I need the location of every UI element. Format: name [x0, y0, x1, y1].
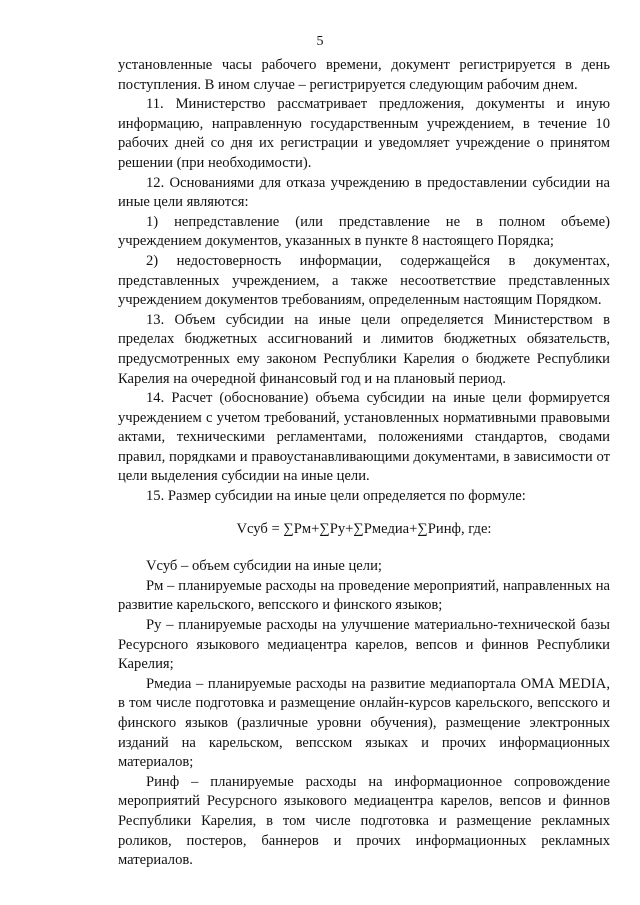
paragraph-12: 12. Основаниями для отказа учреждению в предоставлении субсидии на иные цели являются: [118, 174, 610, 211]
paragraph-12-item-1: 1) непредставление (или представление не в полном объеме) учреждением документов, указанных в пункте 8 настоящего Порядка; [118, 213, 610, 250]
definition-rinf: Ринф – планируемые расходы на информационное сопровождение мероприятий Ресурсного языкового медиацентра карелов, вепсов и финнов Республики Карелия, в том числе подготовка и размещение рекламных роликов, постеров, баннеров и прочих информационных рекламных материалов. [118, 773, 610, 869]
page-number: 5 [316, 34, 324, 49]
paragraph-13: 13. Объем субсидии на иные цели определяется Министерством в пределах бюджетных ассигнований и лимитов бюджетных обязательств, предусмотренных ему законом Республики Карелия о бюджете Республики Карелия на очередной финансовый год и на плановый период. [118, 311, 610, 387]
document-body [118, 56, 610, 871]
definition-rm: Рм – планируемые расходы на проведение мероприятий, направленных на развитие карельского, вепсского и финского языков; [118, 577, 610, 614]
paragraph-14: 14. Расчет (обоснование) объема субсидии на иные цели формируется учреждением с учетом требований, установленных нормативными правовыми актами, техническими регламентами, положениями стандартов, сводами правил, порядками и правоустанавливающими документами, в зависимости от цели выделения субсидии на иные цели. [118, 390, 610, 485]
definition-rmedia: Рмедиа – планируемые расходы на развитие медиапортала OMA MEDIA, в том числе подготовка и размещение онлайн-курсов карельского, вепсского и финского языков (различные уровни обучения), размещение электронных изданий на карельском, вепсском языках и прочих информационных материалов; [118, 675, 610, 771]
paragraph-continuation: установленные часы рабочего времени, документ регистрируется в день поступления. В ином случае – регистрируется следующим рабочим днем. [118, 57, 610, 93]
paragraph-12-item-2: 2) недостоверность информации, содержащейся в документах, представленных учреждением, а также несоответствие представленных учреждением документов требованиям, определенным настоящим Порядком. [118, 252, 610, 309]
definition-vsub: Vсуб – объем субсидии на иные цели; [146, 558, 382, 575]
paragraph-15: 15. Размер субсидии на иные цели определяется по формуле: [146, 488, 526, 505]
paragraph-11: 11. Министерство рассматривает предложения, документы и иную информацию, направленную государственным учреждением, в течение 10 рабочих дней со дня их регистрации и уведомляет учреждение о принятом решении (при необходимости). [118, 96, 610, 171]
definition-ru: Ру – планируемые расходы на улучшение материально-технической базы Ресурсного языкового медиацентра карелов, вепсов и финнов Республики Карелия; [118, 617, 610, 673]
subsidy-formula: Vсуб = ∑Рм+∑Ру+∑Рмедиа+∑Ринф, где: [236, 520, 492, 537]
